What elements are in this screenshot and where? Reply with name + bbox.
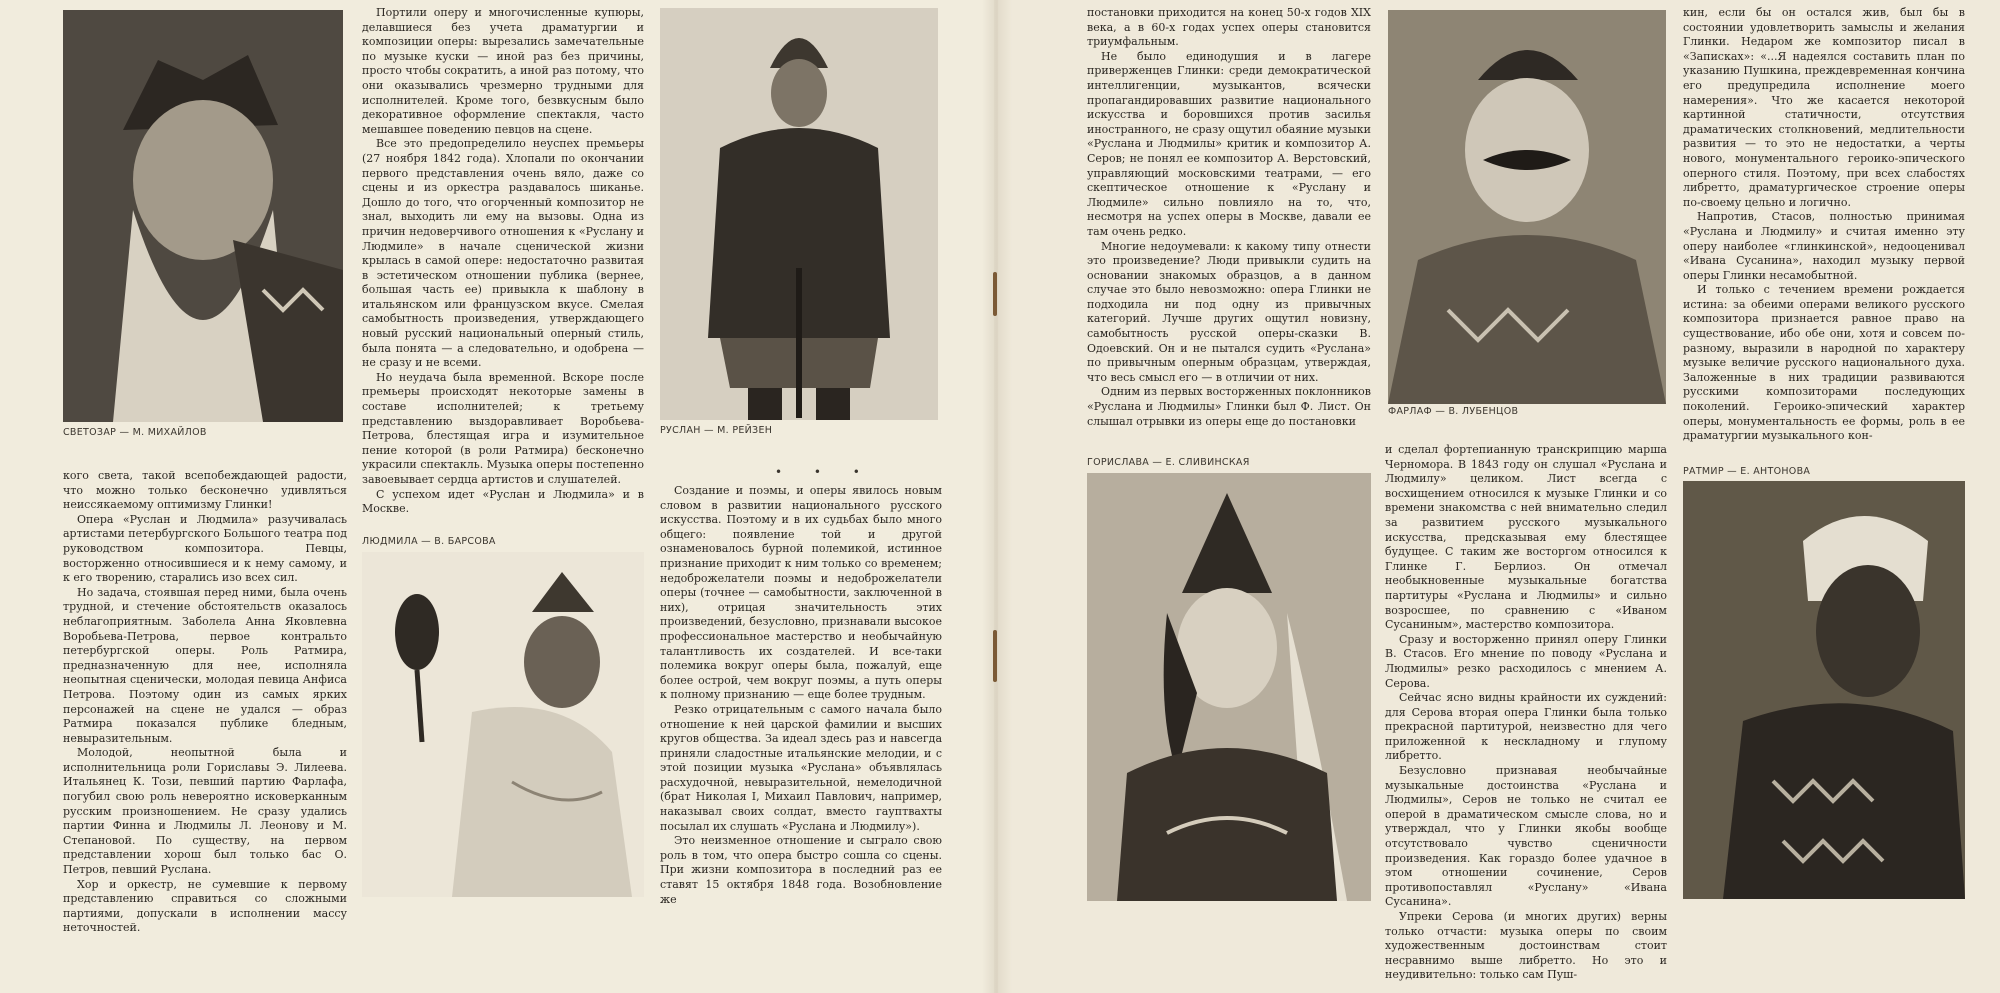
paragraph: Создание и поэмы, и оперы явилось новым словом в развитии национального русского искусства. Поэтому и в их судьбах было много общего: появление той и другой ознаменовалось бурной полемикой, истинное признание приходит к ним только со временем; недоброжелатели поэмы и недоброжелатели оперы (точнее — самобытности, заключенной в них), отрицая значительность этих произведений, безусловно, признавали высокое профессиональное мастерство и необычайную талантливость их создателей. И все-таки полемика вокруг оперы была, пожалуй, еще более острой, чем вокруг поэмы, а путь оперы к полному признанию — еще более трудным. [660, 484, 942, 702]
paragraph: Напротив, Стасов, полностью принимая «Руслана и Людмилу» и считая именно эту оперу наиболее «глинкинской», недооценивал «Ивана Сусанина», находил музыку первой оперы Глинки несамобытной. [1683, 210, 1965, 282]
paragraph: Упреки Серова (и многих других) верны только отчасти: музыка оперы по своим художественным достоинствам стоит несравнимо выше либретто. Но это и неудивительно: только сам Пуш- [1385, 910, 1667, 982]
staple-bottom [993, 630, 997, 682]
paragraph: кого света, такой всепобеждающей радости, что можно только бесконечно удивляться неиссякаемому оптимизму Глинки! [63, 469, 347, 512]
paragraph: постановки приходится на конец 50-х годов XIX века, а в 60-х годах успех оперы становится триумфальным. [1087, 6, 1371, 49]
paragraph: Сейчас ясно видны крайности их суждений: для Серова вторая опера Глинки была только прекрасной партитурой, неизвестно для чего приложенной к нескладному и глупому либретто. [1385, 691, 1667, 763]
paragraph: Хор и оркестр, не сумевшие к первому представлению справиться со сложными партиями, допускали в исполнении массу неточностей. [63, 877, 347, 935]
spine-gutter [982, 0, 1012, 993]
gorislava-portrait [1087, 473, 1371, 901]
caption-ruslan: РУСЛАН — М. РЕЙЗЕН [660, 425, 773, 436]
caption-lyudmila: ЛЮДМИЛА — В. БАРСОВА [362, 536, 496, 547]
paragraph: Молодой, неопытной была и исполнительница роли Гориславы Э. Лилеева. Итальянец К. Този, певший партию Фарлафа, погубил свою роль невероятно исковерканным русским произношением. Не сразу удались партии Финна и Людмилы Л. Леонову и М. Степановой. По существу, на первом представлении хорош был только бас О. Петров, певший Руслана. [63, 746, 347, 877]
photo-svetozar [63, 10, 343, 422]
farlaf-portrait [1388, 10, 1666, 404]
caption-svetozar: СВЕТОЗАР — М. МИХАЙЛОВ [63, 427, 207, 438]
right-col1-text [1087, 6, 1371, 428]
photo-farlaf [1388, 10, 1666, 404]
paragraph: Одним из первых восторженных поклонников «Руслана и Людмилы» Глинки был Ф. Лист. Он слышал отрывки из оперы еще до постановки [1087, 385, 1371, 428]
paragraph: Сразу и восторженно принял оперу Глинки В. Стасов. Его мнение по поводу «Руслана и Людмилы» резко расходилось с мнением А. Серова. [1385, 632, 1667, 690]
right-col2-text [1385, 443, 1667, 982]
photo-gorislava [1087, 473, 1371, 901]
paragraph: Все это предопределило неуспех премьеры (27 ноября 1842 года). Хлопали по окончании первого представления очень вяло, даже со сцены и из оркестра раздавалось шиканье. Дошло до того, что огорченный композитор не знал, выходить ли ему на вызовы. Одна из причин недоверчивого отношения к «Руслану и Людмиле» в начале сценической жизни крылась в самой опере: недостаточно развитая в эстетическом отношении публика (вернее, большая часть ее) привыкла к шаблону в итальянском или французском вкусе. Смелая самобытность произведения, утверждающего новый русский национальный оперный стиль, была понята — а следовательно, и одобрена — не сразу и не всеми. [362, 137, 644, 370]
paragraph: С успехом идет «Руслан и Людмила» и в Москве. [362, 487, 644, 516]
ruslan-portrait [660, 8, 938, 420]
paragraph: Безусловно признавая необычайные музыкальные достоинства «Руслана и Людмилы», Серов не только не считал ее оперой в драматическом смысле слова, но и утверждал, что у Глинки якобы вообще отсутствовало чувство сценичности произведения. Как гораздо более удачное в этом отношении сочинение, Серов противопоставлял «Руслану» «Ивана Сусанина». [1385, 764, 1667, 909]
photo-ruslan [660, 8, 938, 420]
left-col1-text [63, 469, 347, 935]
lyudmila-portrait [362, 552, 644, 897]
ratmir-portrait [1683, 481, 1965, 899]
paragraph: Портили оперу и многочисленные купюры, делавшиеся без учета драматургии и композиции оперы: вырезались замечательные по музыке куски — иной раз без причины, просто чтобы сократить, а иной раз потому, что они оказывались чрезмерно трудными для исполнителей. Кроме того, безвкусным было декоративное оформление спектакля, часто мешавшее поведению певцов на сцене. [362, 6, 644, 136]
left-col3-text [660, 484, 942, 906]
left-col2-text [362, 6, 644, 516]
paragraph: и сделал фортепианную транскрипцию марша Черномора. В 1843 году он слушал «Руслана и Людмилу» целиком. Лист всегда с восхищением относился к музыке Глинки и со времени знакомства с ней внимательно следил за развитием русского музыкального искусства, предсказывая ему блестящее будущее. С таким же восторгом относился к Глинке Г. Берлиоз. Он отмечал необыкновенные музыкальные богатства партитуры «Руслана и Людмилы» и сильно возросшее, по сравнению с «Иваном Сусаниным», мастерство композитора. [1385, 443, 1667, 632]
paragraph: Не было единодушия и в лагере приверженцев Глинки: среди демократической интеллигенции, музыкантов, всячески пропагандировавших развитие национального искусства и боровшихся против засилья иностранного, не сразу ощутил обаяние музыки «Руслана и Людмилы» критик и композитор А. Серов; не понял ее композитор А. Верстовский, управляющий московскими театрами, — его скептическое отношение к «Руслану и Людмиле» сильно повлияло на то, что, несмотря на успех оперы в Москве, давали ее там очень редко. [1087, 49, 1371, 238]
staple-top [993, 272, 997, 316]
paragraph: кин, если бы он остался жив, был бы в состоянии удовлетворить замыслы и желания Глинки. Недаром же композитор писал в «Записках»: «...Я надеялся составить план по указанию Пушкина, преждевременная кончина его предупредила исполнение моего намерения». Что же касается некоторой картинной статичности, отсутствия драматических столкновений, медлительности развития — то это не недостатки, а черты нового, монументального героико-эпического оперного стиля. Поэтому, при всех слабостях либретто, драматургическое строение оперы по-своему цельно и логично. [1683, 6, 1965, 209]
caption-farlaf: ФАРЛАФ — В. ЛУБЕНЦОВ [1388, 406, 1519, 417]
photo-lyudmila [362, 552, 644, 897]
paragraph: Опера «Руслан и Людмила» разучивалась артистами петербургского Большого театра под руководством композитора. Певцы, восторженно относившиеся и к нему самому, и к его творению, старались изо всех сил. [63, 512, 347, 585]
photo-ratmir [1683, 481, 1965, 899]
paragraph: Это неизменное отношение и сыграло свою роль в том, что опера быстро сошла со сцены. При жизни композитора в последний раз ее ставят 15 октября 1848 года. Возобновление же [660, 834, 942, 906]
paragraph: Резко отрицательным с самого начала было отношение к ней царской фамилии и высших кругов общества. За идеал здесь раз и навсегда приняли сладостные итальянские мелодии, и с этой позиции музыка «Руслана» объявлялась расхудочной, невыразительной, немелодичной (брат Николая I, Михаил Павлович, например, наказывал своих солдат, вместо гауптвахты посылал их слушать «Руслана и Людмилу»). [660, 702, 942, 833]
right-col3-text [1683, 6, 1965, 443]
paragraph: Но неудача была временной. Вскоре после премьеры происходят некоторые замены в составе исполнителей; к третьему представлению выздоравливает Воробьева-Петрова, блестящая игра и изумительное пение которой (в роли Ратмира) бесконечно украсили спектакль. Музыка оперы постепенно завоевывает сердца артистов и слушателей. [362, 370, 644, 486]
section-separator: • • • [775, 465, 874, 479]
paragraph: Многие недоумевали: к какому типу отнести это произведение? Люди привыкли судить на основании знакомых образцов, а в данном случае это было невозможно: опера Глинки не подходила ни под одну из привычных категорий. Лучше других ощутил новизну, самобытность русской оперы-сказки В. Одоевский. Он и не пытался судить «Руслана» по привычным оперным образцам, утверждая, что весь смысл его — в отличии от них. [1087, 239, 1371, 384]
paragraph: И только с течением времени рождается истина: за обеими операми великого русского композитора признается равное право на существование, ибо обе они, хотя и совсем по-разному, выразили в народной по характеру музыке величие русского национального духа. Заложенные в них традиции развиваются русскими композиторами последующих поколений. Героико-эпический характер оперы, монументальность ее формы, роль в ее драматургии музыкального кон- [1683, 283, 1965, 443]
paragraph: Но задача, стоявшая перед ними, была очень трудной, и стечение обстоятельств оказалось неблагоприятным. Заболела Анна Яковлевна Воробьева-Петрова, первое контральто петербургской оперы. Роль Ратмира, предназначенную для нее, исполняла неопытная сценически, молодая певица Анфиса Петрова. Поэтому один из самых ярких персонажей на сцене не удался — образ Ратмира показался публике бледным, невыразительным. [63, 585, 347, 745]
svetozar-portrait [63, 10, 343, 422]
caption-gorislava: ГОРИСЛАВА — Е. СЛИВИНСКАЯ [1087, 457, 1250, 468]
caption-ratmir: РАТМИР — Е. АНТОНОВА [1683, 466, 1811, 477]
